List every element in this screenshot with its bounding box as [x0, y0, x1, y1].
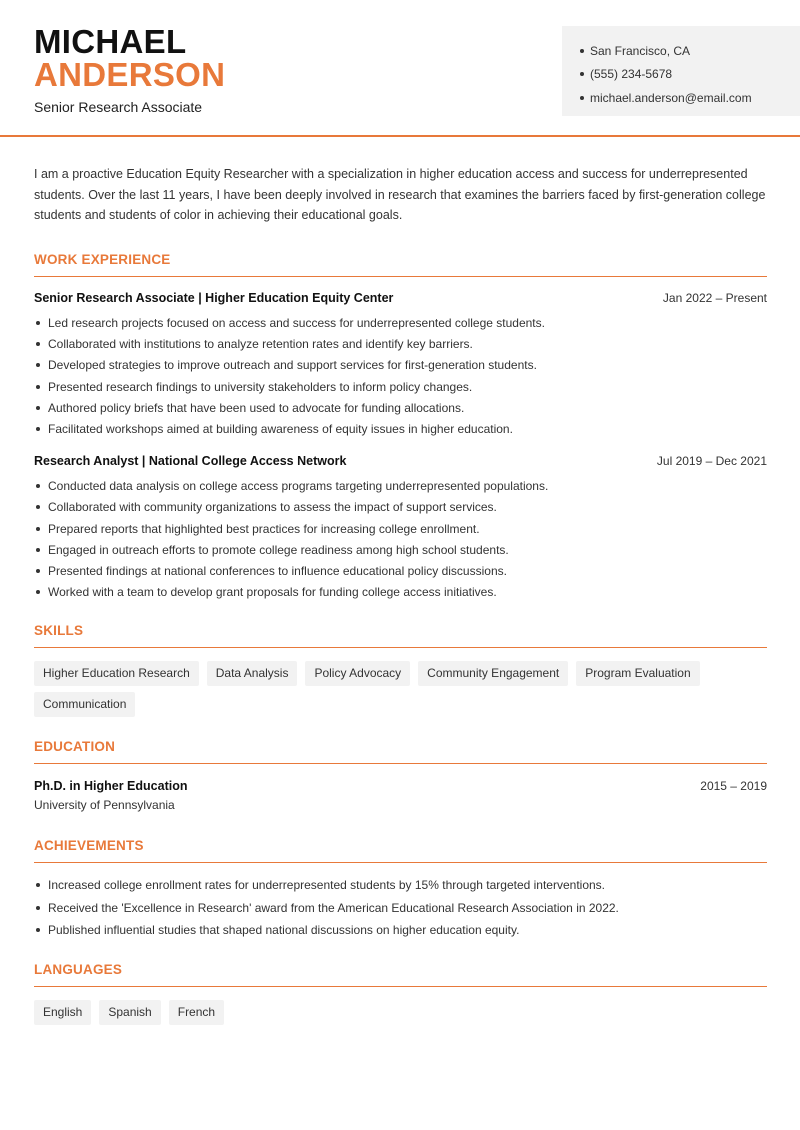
education-section [34, 739, 767, 812]
bullet-icon [36, 427, 40, 431]
bullet-icon [36, 906, 40, 910]
work-experience-section [34, 252, 767, 603]
contact-box [562, 26, 800, 116]
summary: I am a proactive Education Equity Researcher with a specialization in higher education access and success for underrepresented students. Over the last 11 years, I have been deeply involved in research that examines the barriers faced by first-generation college students and students of color in achieving their educational goals. [34, 167, 766, 222]
bullet-icon [36, 505, 40, 509]
job-role: Senior Research Associate | Higher Education Equity Center [34, 290, 394, 305]
contact-email: michael.anderson@email.com [580, 86, 800, 110]
language-tag: English [34, 1000, 91, 1025]
languages-section [34, 962, 767, 1031]
skill-tag: Program Evaluation [576, 661, 699, 686]
language-tag: French [169, 1000, 224, 1025]
list-item: Led research projects focused on access and success for underrepresented college students. [34, 313, 767, 334]
skill-tag: Data Analysis [207, 661, 298, 686]
list-item: Collaborated with community organizations to assess the impact of support services. [34, 497, 767, 518]
skill-tag: Higher Education Research [34, 661, 199, 686]
skill-tag: Communication [34, 692, 135, 717]
bullet-icon [580, 72, 584, 76]
bullet-icon [36, 569, 40, 573]
section-title: SKILLS [34, 623, 767, 648]
list-item: Presented findings at national conferences to influence educational policy discussions. [34, 560, 767, 581]
contact-location: San Francisco, CA [580, 39, 800, 63]
list-item: Engaged in outreach efforts to promote college readiness among high school students. [34, 539, 767, 560]
job-title: Senior Research Associate [34, 99, 203, 115]
school-name: University of Pennsylvania [34, 797, 175, 812]
bullet-icon [36, 342, 40, 346]
bullet-icon [580, 49, 584, 53]
bullet-icon [36, 321, 40, 325]
section-title: LANGUAGES [34, 962, 767, 987]
list-item: Developed strategies to improve outreach and support services for first-generation students. [34, 355, 767, 376]
list-item: Worked with a team to develop grant proposals for funding college access initiatives. [34, 582, 767, 603]
list-item: Authored policy briefs that have been used to advocate for funding allocations. [34, 397, 767, 418]
list-item: Prepared reports that highlighted best practices for increasing college enrollment. [34, 518, 767, 539]
bullet-icon [36, 406, 40, 410]
list-item: Published influential studies that shaped national discussions on higher education equity. [34, 919, 767, 942]
bullet-icon [580, 96, 584, 100]
bullet-icon [36, 928, 40, 932]
bullet-icon [36, 363, 40, 367]
skill-tag: Policy Advocacy [305, 661, 410, 686]
list-item: Presented research findings to university stakeholders to inform policy changes. [34, 376, 767, 397]
bullet-icon [36, 883, 40, 887]
section-title: ACHIEVEMENTS [34, 838, 767, 863]
section-title: WORK EXPERIENCE [34, 252, 767, 277]
contact-phone: (555) 234-5678 [580, 63, 800, 87]
job-date: Jul 2019 – Dec 2021 [656, 453, 767, 468]
resume-header [0, 0, 800, 137]
list-item: Increased college enrollment rates for underrepresented students by 15% through targeted interventions. [34, 874, 767, 897]
skills-section [34, 623, 767, 723]
first-name: MICHAEL [34, 23, 187, 60]
skill-tag: Community Engagement [418, 661, 568, 686]
job-role: Research Analyst | National College Access Network [34, 453, 347, 468]
bullet-icon [36, 548, 40, 552]
last-name: ANDERSON [34, 56, 226, 93]
list-item: Conducted data analysis on college access programs targeting underrepresented populations. [34, 476, 767, 497]
list-item: Collaborated with institutions to analyze retention rates and identify key barriers. [34, 334, 767, 355]
bullet-icon [36, 484, 40, 488]
achievements-section [34, 838, 767, 942]
education-date: 2015 – 2019 [700, 778, 767, 793]
job-entry [34, 291, 767, 440]
bullet-icon [36, 385, 40, 389]
skills-list [34, 661, 767, 723]
job-entry [34, 454, 767, 603]
job-date: Jan 2022 – Present [662, 290, 767, 305]
degree: Ph.D. in Higher Education [34, 778, 188, 793]
bullet-icon [36, 590, 40, 594]
list-item: Facilitated workshops aimed at building awareness of equity issues in higher education. [34, 418, 767, 439]
language-tag: Spanish [99, 1000, 160, 1025]
list-item: Received the 'Excellence in Research' award from the American Educational Research Association in 2022. [34, 896, 767, 919]
bullet-icon [36, 527, 40, 531]
languages-list [34, 1000, 767, 1031]
resume-body [34, 164, 767, 1031]
section-title: EDUCATION [34, 739, 767, 764]
